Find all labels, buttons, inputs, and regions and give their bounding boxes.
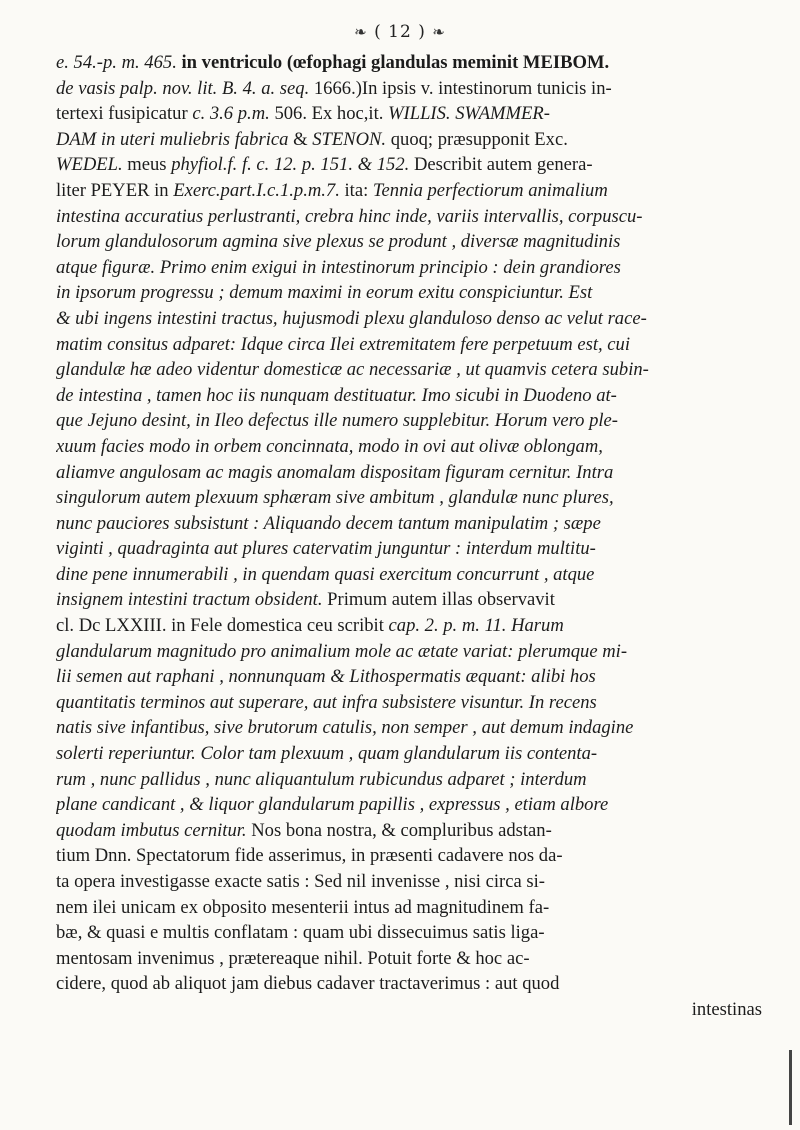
text-segment: tium Dnn. Spectatorum fide asserimus, in præsenti cadavere nos da- <box>56 845 563 867</box>
text-segment: liter PEYER in <box>56 179 174 201</box>
text-line <box>56 920 762 946</box>
text-line <box>56 562 762 588</box>
text-line <box>56 357 762 383</box>
text-segment: Tennia perfectiorum animalium <box>372 179 608 201</box>
text-segment: Nos bona nostra, & compluribus adstan- <box>251 819 552 841</box>
text-line <box>56 485 762 511</box>
text-segment: tertexi fusipicatur <box>56 103 193 125</box>
text-segment: plane candicant , & liquor glandularum papillis , expressus , etiam albore <box>56 794 609 816</box>
text-segment: 1666.)In ipsis v. intestinorum tunicis in- <box>313 77 612 99</box>
text-line <box>56 843 762 869</box>
text-segment: lorum glandulosorum agmina sive plexus se produnt , diversæ magnitudinis <box>56 231 621 253</box>
text-line <box>56 152 762 178</box>
text-line <box>56 971 762 997</box>
text-line <box>56 280 762 306</box>
text-segment: lii semen aut raphani , nonnunquam & Lithospermatis æquant: alibi hos <box>56 666 596 688</box>
text-segment: DAM in uteri muliebris fabrica <box>56 128 294 150</box>
text-line <box>56 383 762 409</box>
text-segment: ta opera investigasse exacte satis : Sed nil invenisse , nisi circa si- <box>56 871 545 892</box>
text-segment: singulorum autem plexuum sphæram sive ambitum , glandulæ nunc plures, <box>56 487 614 509</box>
text-segment: phyfiol.f. f. c. 12. p. 151. & 152. <box>171 154 414 176</box>
text-segment: nunc pauciores subsistunt : Aliquando decem tantum manipulatim ; sæpe <box>56 512 601 534</box>
text-segment: solerti reperiuntur. Color tam plexuum , quam glandularum iis contenta- <box>56 743 598 765</box>
text-segment: de vasis palp. nov. lit. B. 4. a. seq. <box>56 77 314 99</box>
text-segment: insignem intestini tractum obsident. <box>56 589 328 611</box>
page-header <box>0 22 800 42</box>
text-segment: c. 3.6 p.m. <box>192 103 275 125</box>
text-segment: viginti , quadraginta aut plures catervatim junguntur : interdum multitu- <box>56 538 596 560</box>
ornament-left-icon: ❧ <box>354 23 368 41</box>
text-line <box>56 895 762 921</box>
text-line <box>56 101 762 127</box>
text-line <box>56 741 762 767</box>
text-segment: xuum facies modo in orbem concinnata, modo in ovi aut olivæ oblongam, <box>56 435 603 457</box>
text-line <box>56 715 762 741</box>
text-segment: matim consitus adparet: Idque circa Ilei extremitatem fere perpetuum est, cui <box>56 333 631 355</box>
text-line <box>56 946 762 972</box>
text-segment: quodam imbutus cernitur. <box>56 819 252 841</box>
text-segment: ita: <box>344 179 373 201</box>
text-line <box>56 76 762 102</box>
text-segment: natis sive infantibus, sive brutorum catulis, non semper , aut demum indagine <box>56 717 634 739</box>
text-segment: e. 54.-p. m. 465. <box>56 52 182 73</box>
text-line <box>56 204 762 230</box>
text-segment: in ipsorum progressu ; demum maximi in eorum exitu conspiciuntur. Est <box>56 282 593 304</box>
text-line <box>56 332 762 358</box>
text-line <box>56 639 762 665</box>
catchword: intestinas <box>691 998 762 1020</box>
text-segment: 506. Ex hoc,it. <box>274 103 389 125</box>
page-number: ( 12 ) <box>374 22 426 42</box>
text-segment: WEDEL. <box>56 154 128 176</box>
text-segment: meus <box>127 154 172 176</box>
text-line <box>56 434 762 460</box>
text-segment: rum , nunc pallidus , nunc aliquantulum rubicundus adparet ; interdum <box>56 768 587 790</box>
text-line <box>56 229 762 255</box>
text-segment: in ventriculo (œfophagi glandulas meminit MEIBOM. <box>181 52 610 73</box>
text-line <box>56 536 762 562</box>
text-line <box>56 767 762 793</box>
text-segment: que Jejuno desint, in Ileo defectus ille numero supplebitur. Horum vero ple- <box>56 410 618 432</box>
text-segment: de intestina , tamen hoc iis nunquam destituatur. Imo sicubi in Duodeno at- <box>56 384 617 406</box>
text-line <box>56 690 762 716</box>
text-segment: aliamve angulosam ac magis anomalam dispositam figuram cernitur. Intra <box>56 461 614 483</box>
text-segment: Exerc.part.I.c.1.p.m.7. <box>173 179 345 201</box>
text-line <box>56 255 762 281</box>
page-edge-mark <box>789 1050 792 1125</box>
text-line <box>56 178 762 204</box>
text-segment: cap. 2. p. m. 11. Harum <box>388 615 564 637</box>
text-segment: STENON. <box>312 128 391 150</box>
text-segment: bæ, & quasi e multis conflatam : quam ubi dissecuimus satis liga- <box>56 922 545 944</box>
text-line <box>56 818 762 844</box>
text-segment: glandularum magnitudo pro animalium mole ac ætate variat: plerumque mi- <box>56 640 628 662</box>
text-segment: cidere, quod ab aliquot jam diebus cadaver tractaverimus : aut quod <box>56 973 560 995</box>
text-line <box>56 587 762 613</box>
text-segment: nem ilei unicam ex obposito mesenterii intus ad magnitudinem fa- <box>56 896 550 918</box>
text-segment: intestina accuratius perlustranti, crebra hinc inde, variis intervallis, corpuscu- <box>56 205 643 227</box>
text-segment: cl. Dc LXXIII. in Fele domestica ceu scribit <box>56 615 389 637</box>
text-line <box>56 613 762 639</box>
text-segment: & <box>293 128 313 150</box>
ornament-right-icon: ❧ <box>432 23 446 41</box>
text-segment: mentosam invenimus , prætereaque nihil. Potuit forte & hoc ac- <box>56 947 530 969</box>
text-line <box>56 306 762 332</box>
text-line <box>56 127 762 153</box>
text-segment: quoq; præsupponit Exc. <box>390 128 568 150</box>
text-line <box>56 460 762 486</box>
text-segment: quantitatis terminos aut superare, aut infra subsistere visuntur. In recens <box>56 691 597 713</box>
text-segment: WILLIS. SWAMMER- <box>388 103 550 125</box>
text-segment: atque figuræ. Primo enim exigui in intestinorum principio : dein grandiores <box>56 256 621 278</box>
text-line <box>56 511 762 537</box>
text-line <box>56 869 762 895</box>
text-body <box>56 50 762 1023</box>
text-segment: dine pene innumerabili , in quendam quasi exercitum concurrunt , atque <box>56 563 595 585</box>
text-line <box>56 792 762 818</box>
text-line <box>56 664 762 690</box>
text-segment: Primum autem illas observavit <box>327 589 555 611</box>
text-line <box>56 408 762 434</box>
text-segment: & ubi ingens intestini tractus, hujusmodi plexu glanduloso denso ac velut race- <box>56 307 647 329</box>
text-segment: Describit autem genera- <box>413 154 593 176</box>
text-line <box>56 50 762 76</box>
text-segment: glandulæ hæ adeo videntur domesticæ ac necessariæ , ut quamvis cetera subin- <box>56 359 649 381</box>
